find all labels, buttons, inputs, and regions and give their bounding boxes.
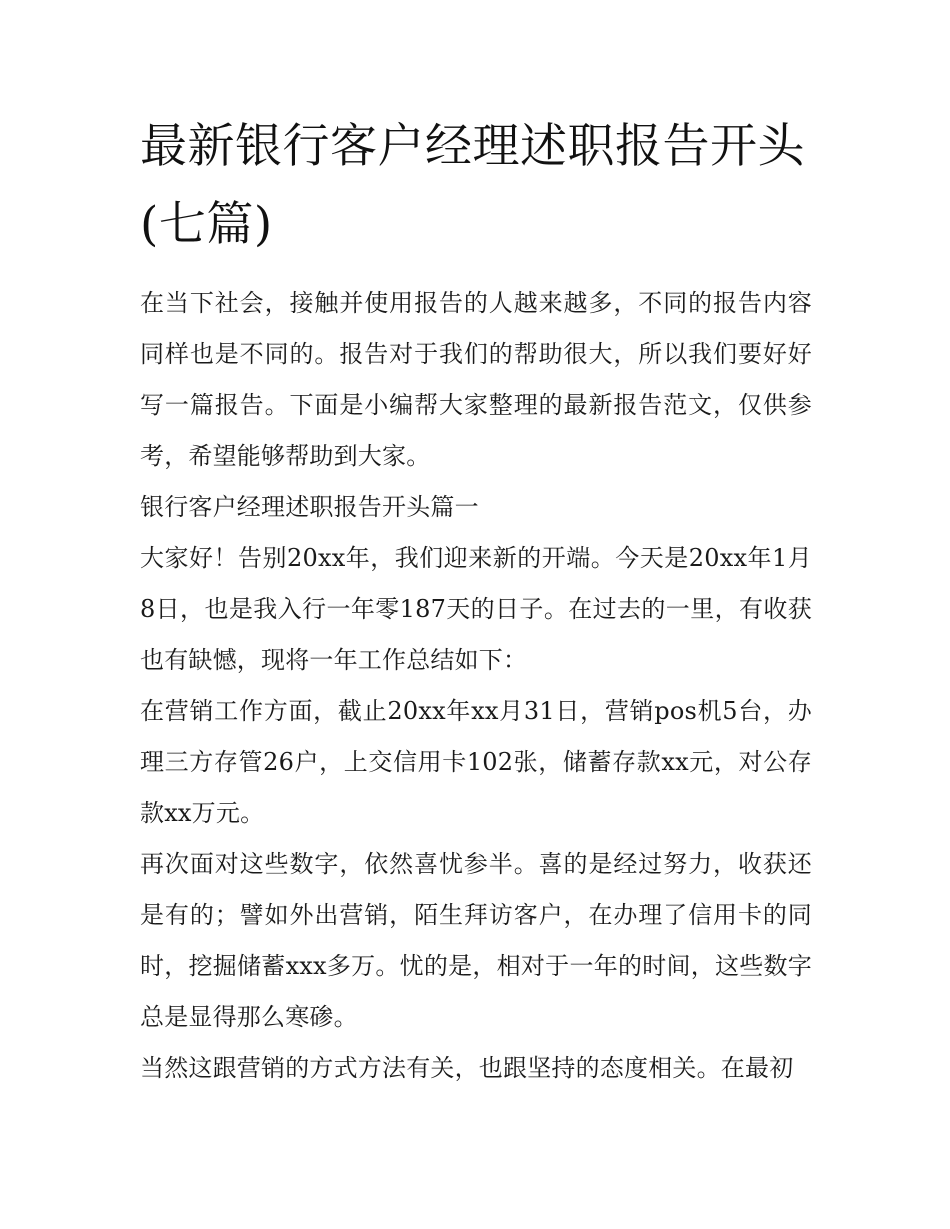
body-paragraph: 大家好！告别20xx年，我们迎来新的开端。今天是20xx年1月8日，也是我入行一年零187天的日子。在过去的一里，有收获也有缺憾，现将一年工作总结如下： (140, 544, 812, 674)
section-heading: 银行客户经理述职报告开头篇一 (140, 493, 479, 521)
document-title: 最新银行客户经理述职报告开头(七篇) (140, 119, 805, 252)
body-paragraph: 当然这跟营销的方式方法有关，也跟坚持的态度相关。在最初 (140, 1054, 794, 1082)
body-paragraph: 在营销工作方面，截止20xx年xx月31日，营销pos机5台，办理三方存管26户，上交信用卡102张，储蓄存款xx元，对公存款xx万元。 (140, 697, 812, 827)
document-page (140, 108, 812, 1094)
intro-paragraph: 在当下社会，接触并使用报告的人越来越多，不同的报告内容同样也是不同的。报告对于我们的帮助很大，所以我们要好好写一篇报告。下面是小编帮大家整理的最新报告范文，仅供参考，希望能够帮助到大家。 (140, 289, 812, 470)
document-body (140, 278, 812, 1094)
body-paragraph: 再次面对这些数字，依然喜忧参半。喜的是经过努力，收获还是有的；譬如外出营销，陌生拜访客户，在办理了信用卡的同时，挖掘储蓄xxx多万。忧的是，相对于一年的时间，这些数字总是显得那么寒碜。 (140, 850, 812, 1031)
